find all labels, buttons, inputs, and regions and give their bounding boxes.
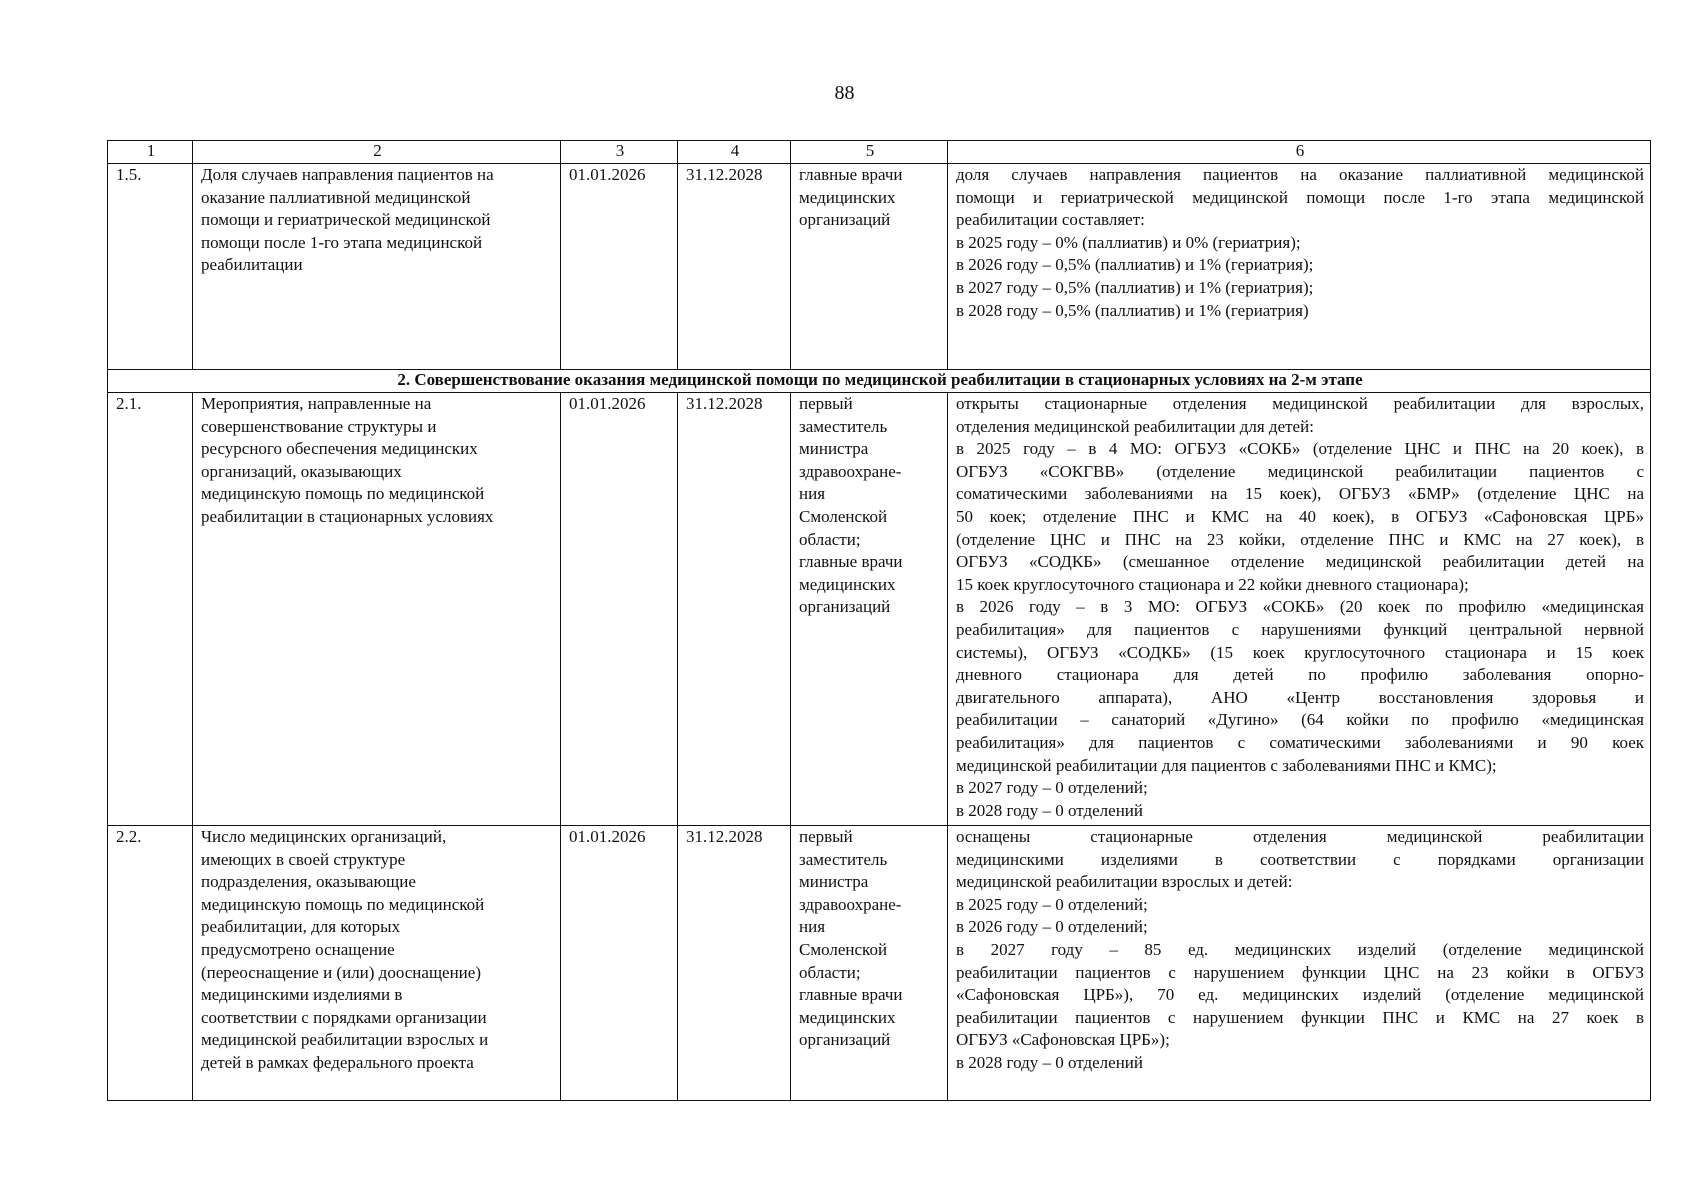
responsible: первый заместитель министра здравоохране- ния Смоленской области; главные врачи медицинских организаций xyxy=(791,393,948,826)
row-number: 1.5. xyxy=(108,164,193,370)
column-number: 6 xyxy=(948,141,1651,164)
plan-table xyxy=(107,140,1651,1101)
column-number: 2 xyxy=(193,141,561,164)
column-number: 5 xyxy=(791,141,948,164)
expected-result: оснащены стационарные отделения медицинской реабилитации медицинскими изделиями в соответствии с порядками организации медицинской реабилитации взрослых и детей: в 2025 году – 0 отделений; в 2026 году – 0 отделений; в 2027 году – 85 ед. медицинских изделий (отделение медицинской реабилитации пациентов с нарушением функции ЦНС на 23 койки в ОГБУЗ «Сафоновская ЦРБ»), 70 ед. медицинских изделий (отделение медицинской реабилитации пациентов с нарушением функции ПНС и КМС на 27 коек в ОГБУЗ «Сафоновская ЦРБ»); в 2028 году – 0 отделений xyxy=(948,826,1651,1101)
start-date: 01.01.2026 xyxy=(561,164,678,370)
measure-name: Мероприятия, направленные на совершенствование структуры и ресурсного обеспечения медицинских организаций, оказывающих медицинскую помощь по медицинской реабилитации в стационарных условиях xyxy=(193,393,561,826)
measure-name: Доля случаев направления пациентов на оказание паллиативной медицинской помощи и гериатрической медицинской помощи после 1-го этапа медицинской реабилитации xyxy=(193,164,561,370)
column-number: 1 xyxy=(108,141,193,164)
responsible: главные врачи медицинских организаций xyxy=(791,164,948,370)
expected-result: доля случаев направления пациентов на оказание паллиативной медицинской помощи и гериатрической медицинской помощи после 1-го этапа медицинской реабилитации составляет: в 2025 году – 0% (паллиатив) и 0% (гериатрия); в 2026 году – 0,5% (паллиатив) и 1% (гериатрия); в 2027 году – 0,5% (паллиатив) и 1% (гериатрия); в 2028 году – 0,5% (паллиатив) и 1% (гериатрия) xyxy=(948,164,1651,370)
column-number-row xyxy=(108,141,1651,164)
page-number: 88 xyxy=(834,82,855,104)
start-date: 01.01.2026 xyxy=(561,826,678,1101)
end-date: 31.12.2028 xyxy=(678,826,791,1101)
section-heading-row xyxy=(108,370,1651,393)
table-row xyxy=(108,393,1651,826)
table-row xyxy=(108,826,1651,1101)
row-number: 2.1. xyxy=(108,393,193,826)
expected-result: открыты стационарные отделения медицинской реабилитации для взрослых, отделения медицинской реабилитации для детей: в 2025 году – в 4 МО: ОГБУЗ «СОКБ» (отделение ЦНС и ПНС на 20 коек), в ОГБУЗ «СОКГВВ» (отделение медицинской реабилитации пациентов с соматическими заболеваниями на 15 коек), ОГБУЗ «БМР» (отделение ЦНС на 50 коек; отделение ПНС и КМС на 40 коек), в ОГБУЗ «Сафоновская ЦРБ» (отделение ЦНС и ПНС на 23 койки, отделение ПНС и КМС на 27 коек), в ОГБУЗ «СОДКБ» (смешанное отделение медицинской реабилитации детей на 15 коек круглосуточного стационара и 22 койки дневного стационара); в 2026 году – в 3 МО: ОГБУЗ «СОКБ» (20 коек по профилю «медицинская реабилитация» для пациентов с нарушениями функций центральной нервной системы), ОГБУЗ «СОДКБ» (15 коек круглосуточного стационара и 15 коек дневного стационара для детей по профилю заболевания опорно- двигательного аппарата), АНО «Центр восстановления здоровья и реабилитации – санаторий «Дугино» (64 койки по профилю «медицинская реабилитация» для пациентов с соматическими заболеваниями и 90 коек медицинской реабилитации для пациентов с заболеваниями ПНС и КМС); в 2027 году – 0 отделений; в 2028 году – 0 отделений xyxy=(948,393,1651,826)
start-date: 01.01.2026 xyxy=(561,393,678,826)
end-date: 31.12.2028 xyxy=(678,393,791,826)
end-date: 31.12.2028 xyxy=(678,164,791,370)
table-row xyxy=(108,164,1651,370)
row-number: 2.2. xyxy=(108,826,193,1101)
responsible: первый заместитель министра здравоохране- ния Смоленской области; главные врачи медицинских организаций xyxy=(791,826,948,1101)
section-title: 2. Совершенствование оказания медицинской помощи по медицинской реабилитации в стационарных условиях на 2-м этапе xyxy=(108,370,1651,393)
measure-name: Число медицинских организаций, имеющих в своей структуре подразделения, оказывающие медицинскую помощь по медицинской реабилитации, для которых предусмотрено оснащение (переоснащение и (или) дооснащение) медицинскими изделиями в соответствии с порядками организации медицинской реабилитации взрослых и детей в рамках федерального проекта xyxy=(193,826,561,1101)
column-number: 4 xyxy=(678,141,791,164)
column-number: 3 xyxy=(561,141,678,164)
